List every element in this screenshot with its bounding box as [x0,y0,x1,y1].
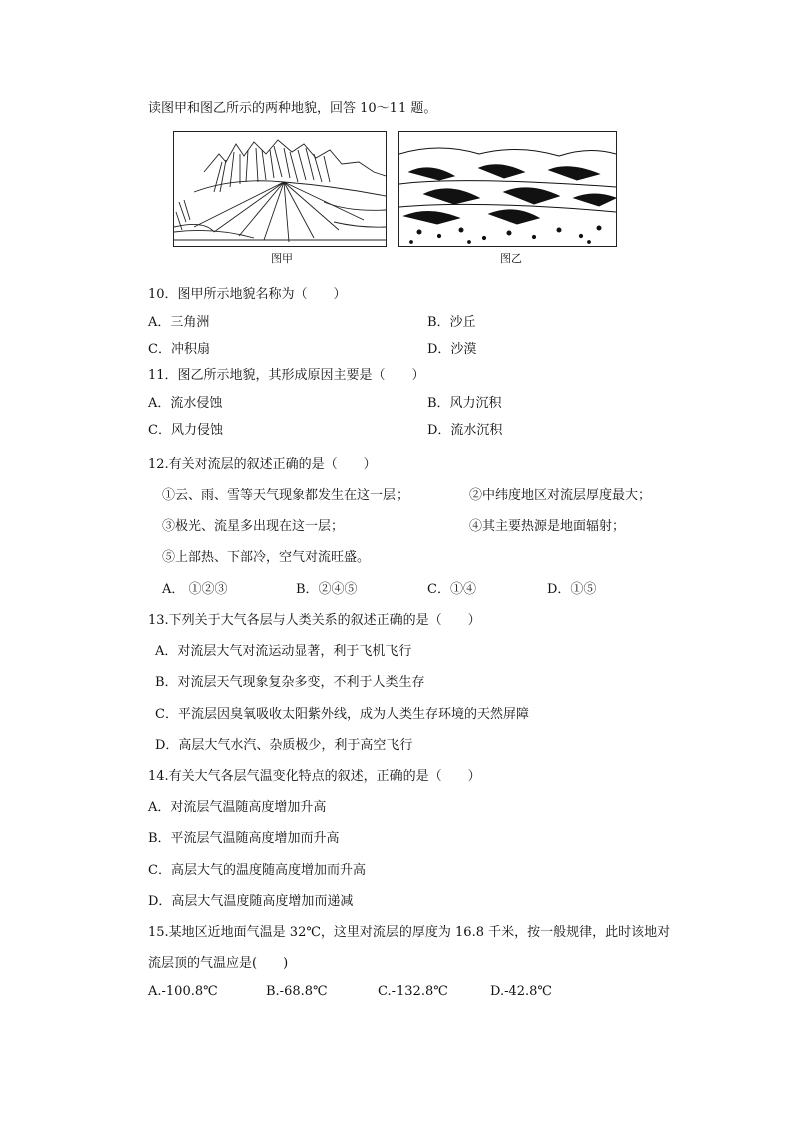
q10-option-b: B．沙丘 [427,315,476,330]
q14-option-d: D．高层大气温度随高度增加而递减 [148,894,354,909]
q12-option-b: B．②④⑤ [296,582,358,597]
q13-option-c: C．平流层因臭氧吸收太阳紫外线，成为人类生存环境的天然屏障 [155,707,529,722]
q12-statement-4: ④其主要热源是地面辐射； [469,519,626,534]
figure-right-caption: 图乙 [500,252,522,265]
q15-stem-line2: 流层顶的气温应是( ) [148,956,289,971]
q12-stem: 12.有关对流层的叙述正确的是（ ） [148,457,377,472]
q10-option-d: D．沙漠 [427,342,477,357]
alluvial-fan-sketch [174,132,386,246]
q11-option-d: D．流水沉积 [427,423,503,438]
q12-option-d: D．①⑤ [547,582,597,597]
q13-option-b: B．对流层天气现象复杂多变，不利于人类生存 [155,675,425,690]
intro-text: 读图甲和图乙所示的两种地貌，回答 10～11 题。 [148,101,437,116]
q14-option-c: C．高层大气的温度随高度增加而升高 [148,863,366,878]
q15-option-d: D.-42.8℃ [490,984,552,999]
q12-statement-5: ⑤上部热、下部冷，空气对流旺盛。 [162,550,371,565]
q10-stem: 10．图甲所示地貌名称为（ ） [148,287,347,302]
q10-option-a: A．三角洲 [148,315,210,330]
q10-option-c: C．冲积扇 [148,342,210,357]
q15-option-a: A.-100.8℃ [148,984,218,999]
q11-option-c: C．风力侵蚀 [148,423,223,438]
q12-statement-1: ①云、雨、雪等天气现象都发生在这一层； [162,488,410,503]
q14-option-b: B．平流层气温随高度增加而升高 [148,831,340,846]
q15-stem-line1: 15.某地区近地面气温是 32℃，这里对流层的厚度为 16.8 千米，按一般规律，此时该地对 [148,925,671,940]
q13-option-a: A．对流层大气对流运动显著，利于飞机飞行 [155,644,412,659]
q11-stem: 11．图乙所示地貌，其形成原因主要是（ ） [148,368,425,383]
sand-dunes-sketch [399,132,616,246]
q12-option-a: A． ①②③ [162,582,228,597]
figure-alluvial-fan [173,131,387,247]
q13-stem: 13.下列关于大气各层与人类关系的叙述正确的是（ ） [148,613,481,628]
q11-option-a: A．流水侵蚀 [148,396,223,411]
q12-statement-2: ②中纬度地区对流层厚度最大； [469,488,652,503]
q12-statement-3: ③极光、流星多出现在这一层； [162,519,345,534]
q13-option-d: D．高层大气水汽、杂质极少，利于高空飞行 [155,738,413,753]
q14-option-a: A．对流层气温随高度增加升高 [148,800,327,815]
q15-option-b: B.-68.8℃ [266,984,328,999]
q11-option-b: B．风力沉积 [427,396,502,411]
q14-stem: 14.有关大气各层气温变化特点的叙述，正确的是（ ） [148,769,481,784]
q15-option-c: C.-132.8℃ [378,984,448,999]
figure-sand-dunes [398,131,617,247]
q12-option-c: C．①④ [427,582,476,597]
figure-left-caption: 图甲 [271,252,293,265]
